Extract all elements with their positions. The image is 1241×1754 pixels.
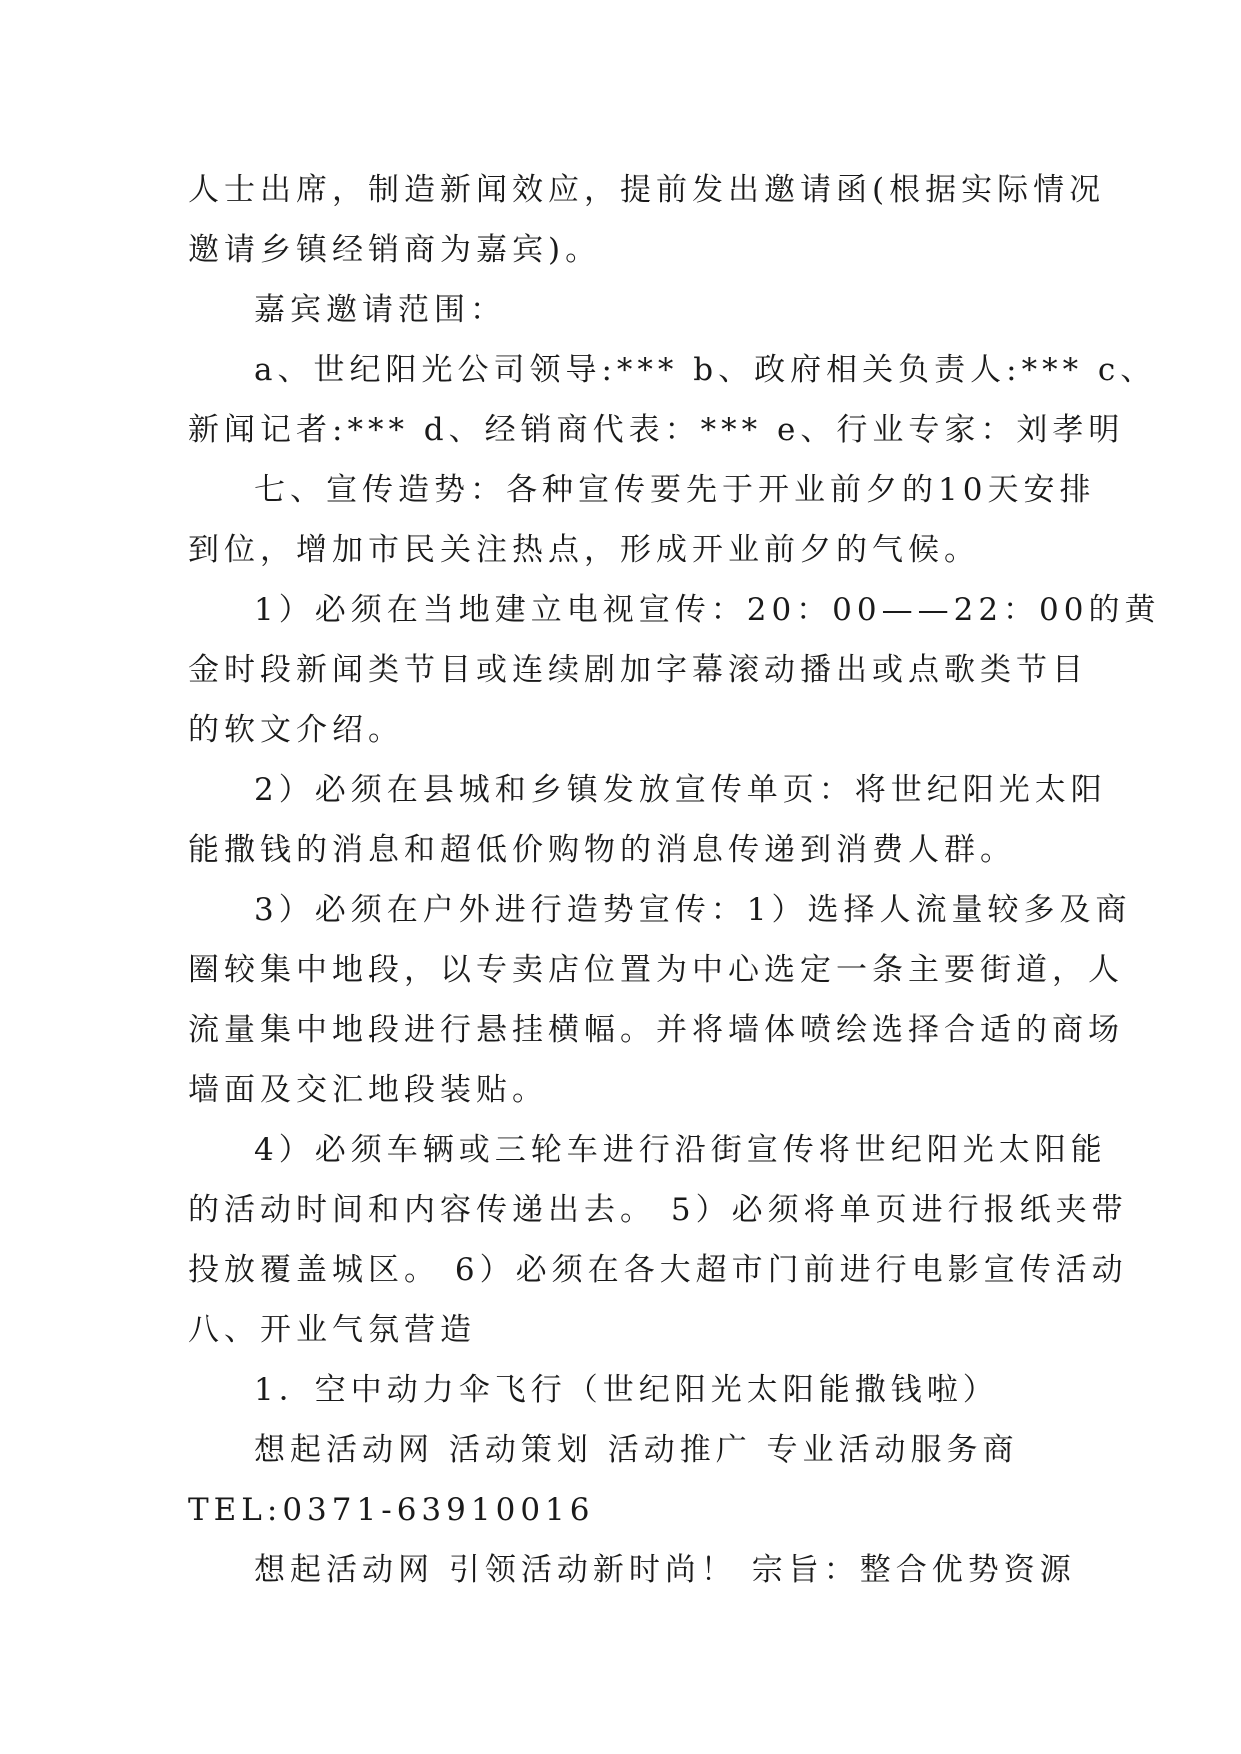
text-line: 邀请乡镇经销商为嘉宾)。 <box>188 232 602 268</box>
text-line: 到位，增加市民关注热点，形成开业前夕的气候。 <box>188 532 980 568</box>
paragraph-footer-slogan <box>188 1540 1076 1600</box>
text-line: 流量集中地段进行悬挂横幅。并将墙体喷绘选择合适的商场 <box>188 1012 1124 1048</box>
text-line: 圈较集中地段，以专卖店位置为中心选定一条主要街道，人 <box>188 952 1124 988</box>
text-line: 新闻记者:*** d、经销商代表：*** e、行业专家：刘孝明 <box>188 412 1125 448</box>
text-line: 的活动时间和内容传递出去。 5）必须将单页进行报纸夹带 <box>188 1192 1128 1228</box>
paragraph-footer-contact <box>188 1420 1050 1540</box>
text-line: 1．空中动力伞飞行（世纪阳光太阳能撒钱啦） <box>254 1372 999 1408</box>
paragraph-guest-list <box>188 340 1157 460</box>
text-line: 想起活动网 活动策划 活动推广 专业活动服务商 <box>254 1432 1019 1468</box>
text-line: 能撒钱的消息和超低价购物的消息传递到消费人群。 <box>188 832 1016 868</box>
text-line: 人士出席，制造新闻效应，提前发出邀请函(根据实际情况 <box>188 172 1106 208</box>
paragraph-tv-promotion <box>188 580 1161 760</box>
text-line: 4）必须车辆或三轮车进行沿街宣传将世纪阳光太阳能 <box>254 1132 1107 1168</box>
paragraph-section-7-heading <box>188 460 1096 580</box>
paragraph-flyer-promotion <box>188 760 1107 880</box>
text-line: a、世纪阳光公司领导:*** b、政府相关负责人:*** c、 <box>254 352 1157 388</box>
paragraph-guest-scope-heading <box>188 280 1050 340</box>
text-line: 八、开业气氛营造 <box>188 1312 476 1348</box>
paragraph-outdoor-promotion <box>188 880 1132 1120</box>
text-line: 想起活动网 引领活动新时尚！ 宗旨：整合优势资源 <box>254 1552 1076 1588</box>
text-line: 嘉宾邀请范围： <box>254 292 506 328</box>
text-line: TEL:0371-63910016 <box>188 1492 595 1528</box>
paragraph-invitation-intro <box>188 160 1106 280</box>
text-line: 金时段新闻类节目或连续剧加字幕滚动播出或点歌类节目 <box>188 652 1088 688</box>
text-line: 2）必须在县城和乡镇发放宣传单页：将世纪阳光太阳 <box>254 772 1107 808</box>
document-body <box>188 160 1161 1600</box>
text-line: 墙面及交汇地段装贴。 <box>188 1072 548 1108</box>
text-line: 投放覆盖城区。 6）必须在各大超市门前进行电影宣传活动 <box>188 1252 1128 1288</box>
text-line: 3）必须在户外进行造势宣传：1）选择人流量较多及商 <box>254 892 1132 928</box>
paragraph-paraglider <box>188 1360 1050 1420</box>
paragraph-vehicle-promotion <box>188 1120 1128 1360</box>
text-line: 的软文介绍。 <box>188 712 404 748</box>
text-line: 1）必须在当地建立电视宣传：20：00——22：00的黄 <box>254 592 1161 628</box>
text-line: 七、宣传造势：各种宣传要先于开业前夕的10天安排 <box>254 472 1096 508</box>
